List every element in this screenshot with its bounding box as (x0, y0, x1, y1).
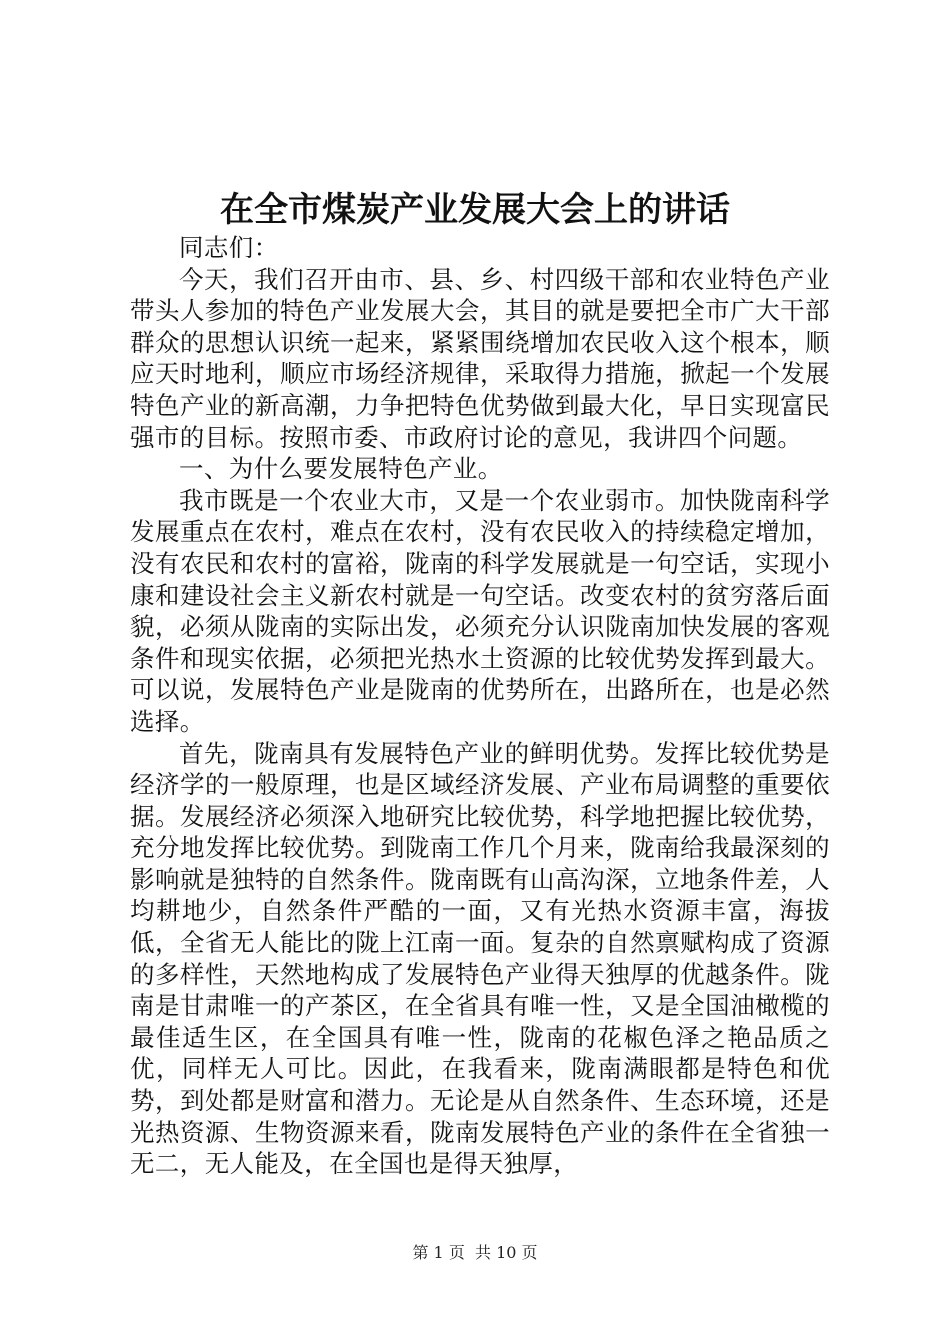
page-footer (0, 1243, 950, 1263)
body-paragraph: 今天，我们召开由市、县、乡、村四级干部和农业特色产业带头人参加的特色产业发展大会，其目的就是要把全市广大干部群众的思想认识统一起来，紧紧围绕增加农民收入这个根本，顺应天时地利，顺应市场经济规律，采取得力措施，掀起一个发展特色产业的新高潮，力争把特色优势做到最大化，早日实现富民强市的目标。按照市委、市政府讨论的意见，我讲四个问题。 (130, 264, 830, 452)
document-title: 在全市煤炭产业发展大会上的讲话 (220, 190, 730, 230)
salutation-paragraph: 同志们： (179, 233, 279, 262)
page-number-label: 第 1 页 共 10 页 (412, 1243, 538, 1262)
body-paragraph: 首先，陇南具有发展特色产业的鲜明优势。发挥比较优势是经济学的一般原理，也是区域经济发展、产业布局调整的重要依据。发展经济必须深入地研究比较优势，科学地把握比较优势，充分地发挥比较优势。到陇南工作几个月来，陇南给我最深刻的影响就是独特的自然条件。陇南既有山高沟深，立地条件差，人均耕地少，自然条件严酷的一面，又有光热水资源丰富，海拔低，全省无人能比的陇上江南一面。复杂的自然禀赋构成了资源的多样性，天然地构成了发展特色产业得天独厚的优越条件。陇南是甘肃唯一的产茶区，在全省具有唯一性，又是全国油橄榄的最佳适生区，在全国具有唯一性，陇南的花椒色泽之艳品质之优，同样无人可比。因此，在我看来，陇南满眼都是特色和优势，到处都是财富和潜力。无论是从自然条件、生态环境，还是光热资源、生物资源来看，陇南发展特色产业的条件在全省独一无二，无人能及，在全国也是得天独厚， (130, 738, 830, 1179)
body-paragraph: 我市既是一个农业大市，又是一个农业弱市。加快陇南科学发展重点在农村，难点在农村，没有农民收入的持续稳定增加，没有农民和农村的富裕，陇南的科学发展就是一句空话，实现小康和建设社会主义新农村就是一句空话。改变农村的贫穷落后面貌，必须从陇南的实际出发，必须充分认识陇南加快发展的客观条件和现实依据，必须把光热水土资源的比较优势发挥到最大。可以说，发展特色产业是陇南的优势所在，出路所在，也是必然选择。 (130, 485, 830, 736)
document-body (130, 232, 830, 1180)
section-heading: 一、为什么要发展特色产业。 (179, 454, 503, 484)
